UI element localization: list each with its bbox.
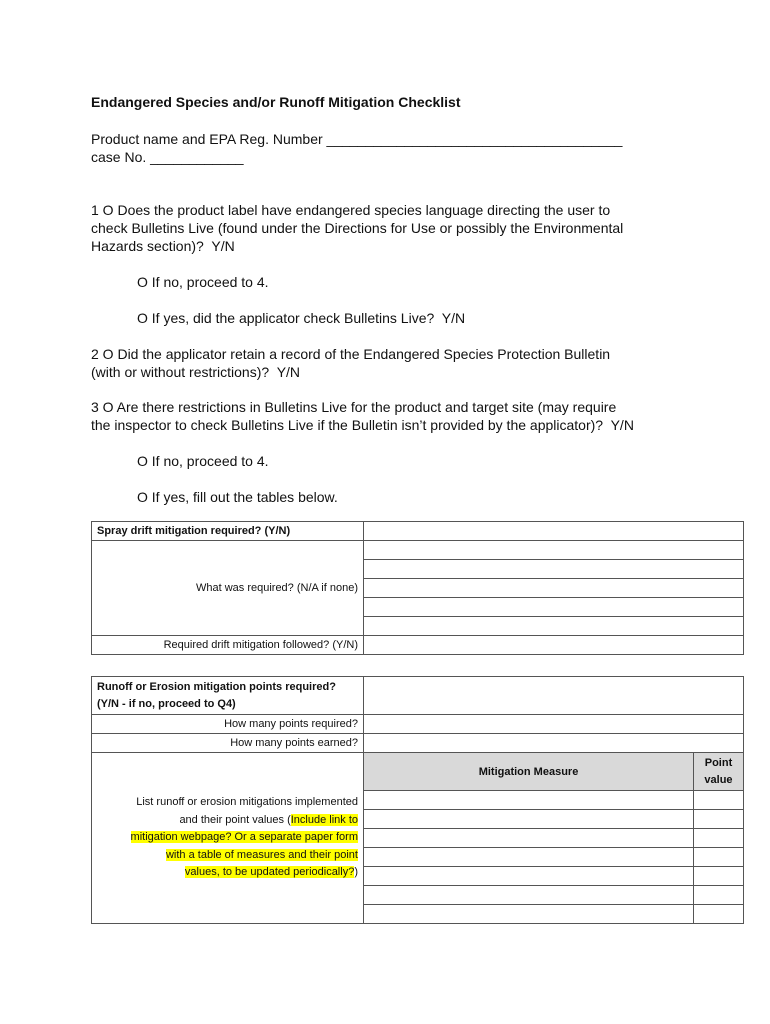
point-value-cell[interactable] <box>694 810 744 829</box>
point-value-cell[interactable] <box>694 848 744 867</box>
point-value-header-line-2: value <box>704 773 733 786</box>
list-line-2 <box>97 812 358 830</box>
what-required-input[interactable] <box>364 541 744 560</box>
question-3-option-yes: O If yes, fill out the tables below. <box>137 489 338 505</box>
list-line-2-highlight: Include link to <box>290 813 358 826</box>
points-earned-input[interactable] <box>364 734 744 753</box>
what-required-label: What was required? (N/A if none) <box>92 541 364 636</box>
what-required-input[interactable] <box>364 560 744 579</box>
points-earned-label: How many points earned? <box>92 734 364 753</box>
mitigation-measure-cell[interactable] <box>364 829 694 848</box>
question-3-option-no: O If no, proceed to 4. <box>137 453 269 469</box>
point-value-header-line-1: Point <box>704 756 733 769</box>
mitigation-measure-cell[interactable] <box>364 791 694 810</box>
spray-drift-required-label: Spray drift mitigation required? (Y/N) <box>92 522 364 541</box>
question-1-option-yes: O If yes, did the applicator check Bulletins Live? Y/N <box>137 310 466 326</box>
question-2-line-2: (with or without restrictions)? Y/N <box>91 364 301 380</box>
mitigation-measure-header: Mitigation Measure <box>364 753 694 791</box>
points-required-label: How many points required? <box>92 715 364 734</box>
runoff-header-line-2: (Y/N - if no, proceed to Q4) <box>97 697 236 710</box>
point-value-cell[interactable] <box>694 791 744 810</box>
what-required-input[interactable] <box>364 579 744 598</box>
list-line-1: List runoff or erosion mitigations implemented <box>136 796 358 809</box>
point-value-cell[interactable] <box>694 886 744 905</box>
mitigation-measure-cell[interactable] <box>364 848 694 867</box>
case-number-line: case No. ____________ <box>91 149 244 165</box>
question-3-line-1: 3 O Are there restrictions in Bulletins Live for the product and target site (may require <box>91 399 617 415</box>
question-1-line-3: Hazards section)? Y/N <box>91 238 235 254</box>
list-line-5-plain: ) <box>354 866 358 879</box>
question-3-line-2: the inspector to check Bulletins Live if the Bulletin isn’t provided by the applicator)? Y/N <box>91 417 634 433</box>
product-name-line: Product name and EPA Reg. Number ______________________________________ <box>91 131 623 147</box>
list-line-5 <box>97 864 358 882</box>
point-value-cell[interactable] <box>694 829 744 848</box>
runoff-points-required-label <box>92 677 364 715</box>
mitigation-measure-cell[interactable] <box>364 810 694 829</box>
list-line-5-highlight: values, to be updated periodically? <box>184 866 355 879</box>
list-line-3-highlight: mitigation webpage? Or a separate paper form <box>130 831 358 844</box>
runoff-points-required-input[interactable] <box>364 677 744 715</box>
list-mitigations-label <box>92 753 364 924</box>
mitigation-measure-cell[interactable] <box>364 886 694 905</box>
question-1-line-1: 1 O Does the product label have endangered species language directing the user to <box>91 202 611 218</box>
page-title: Endangered Species and/or Runoff Mitigation Checklist <box>91 94 461 110</box>
spray-drift-required-input[interactable] <box>364 522 744 541</box>
list-line-2-plain: and their point values ( <box>179 813 291 826</box>
list-line-4 <box>97 847 358 865</box>
drift-followed-label: Required drift mitigation followed? (Y/N) <box>92 636 364 655</box>
point-value-cell[interactable] <box>694 867 744 886</box>
question-1-option-no: O If no, proceed to 4. <box>137 274 269 290</box>
spray-drift-table <box>91 521 744 655</box>
what-required-input[interactable] <box>364 617 744 636</box>
list-line-4-highlight: with a table of measures and their point <box>165 848 358 861</box>
runoff-header-line-1: Runoff or Erosion mitigation points required? <box>97 680 336 693</box>
mitigation-measure-cell[interactable] <box>364 905 694 924</box>
point-value-cell[interactable] <box>694 905 744 924</box>
list-line-3 <box>97 829 358 847</box>
runoff-erosion-table <box>91 676 744 924</box>
question-2-line-1: 2 O Did the applicator retain a record of the Endangered Species Protection Bulletin <box>91 346 611 362</box>
question-1-line-2: check Bulletins Live (found under the Directions for Use or possibly the Environmental <box>91 220 624 236</box>
mitigation-measure-cell[interactable] <box>364 867 694 886</box>
points-required-input[interactable] <box>364 715 744 734</box>
drift-followed-input[interactable] <box>364 636 744 655</box>
what-required-input[interactable] <box>364 598 744 617</box>
point-value-header <box>694 753 744 791</box>
